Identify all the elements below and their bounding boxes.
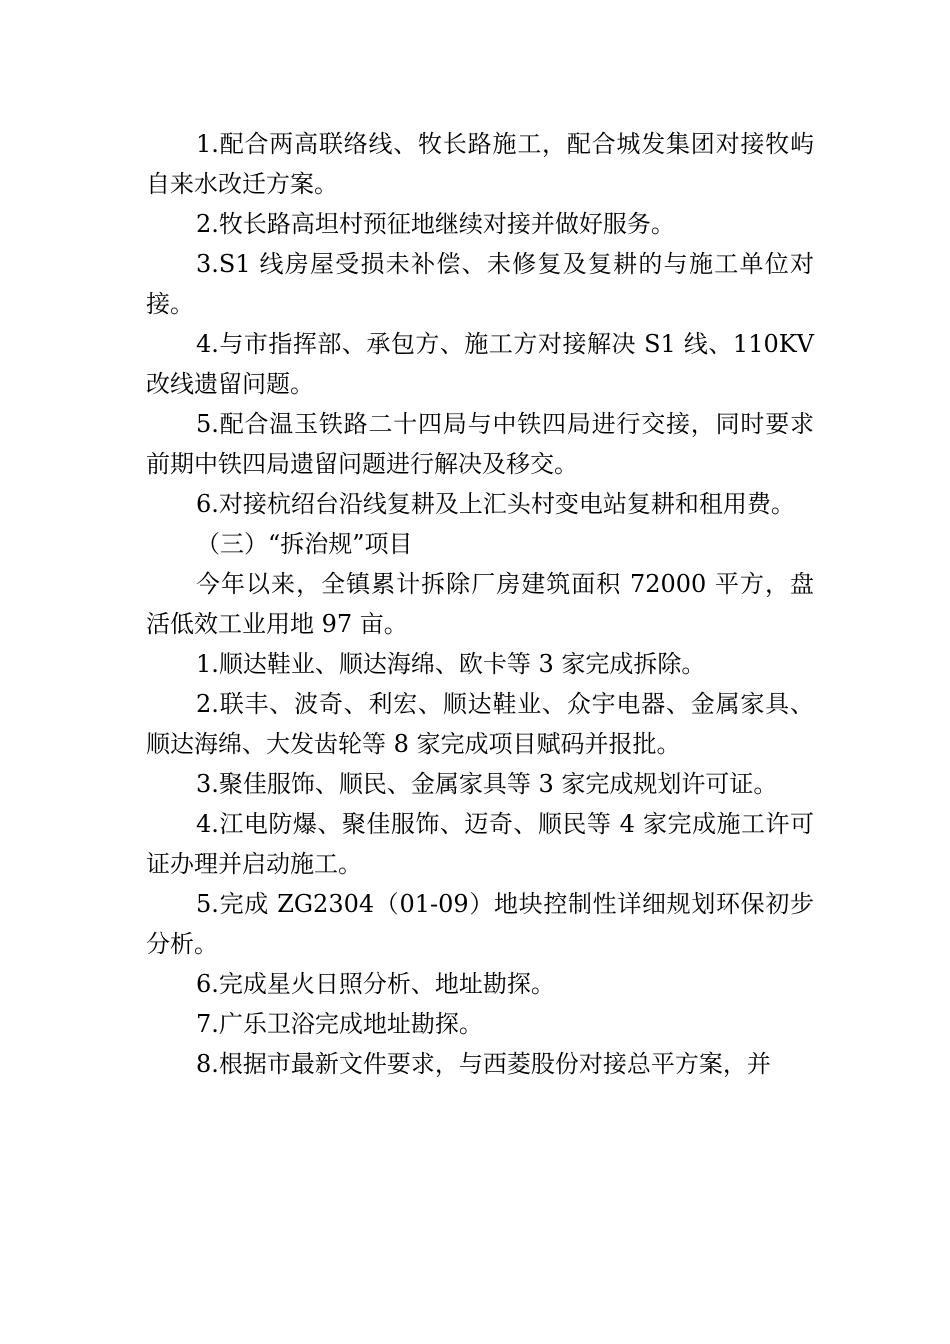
paragraph-12: 6.完成星火日照分析、地址勘探。 [196, 970, 555, 998]
document-body [146, 124, 814, 1084]
paragraph-1: 1.配合两高联络线、牧长路施工，配合城发集团对接牧屿自来水改迁方案。 [146, 130, 814, 198]
paragraph-7: 1.顺达鞋业、顺达海绵、欧卡等 3 家完成拆除。 [196, 650, 706, 678]
paragraph-10: 4.江电防爆、聚佳服饰、迈奇、顺民等 4 家完成施工许可证办理并启动施工。 [146, 810, 814, 878]
section-summary: 今年以来，全镇累计拆除厂房建筑面积 72000 平方，盘活低效工业用地 97 亩。 [146, 570, 814, 638]
paragraph-13: 7.广乐卫浴完成地址勘探。 [196, 1010, 483, 1038]
paragraph-4: 4.与市指挥部、承包方、施工方对接解决 S1 线、110KV改线遗留问题。 [146, 330, 814, 398]
paragraph-3: 3.S1 线房屋受损未补偿、未修复及复耕的与施工单位对接。 [146, 250, 814, 318]
paragraph-11: 5.完成 ZG2304（01-09）地块控制性详细规划环保初步分析。 [146, 890, 814, 958]
paragraph-14: 8.根据市最新文件要求，与西菱股份对接总平方案，并 [196, 1050, 771, 1078]
paragraph-2: 2.牧长路高坦村预征地继续对接并做好服务。 [196, 210, 675, 238]
paragraph-6: 6.对接杭绍台沿线复耕及上汇头村变电站复耕和租用费。 [196, 490, 795, 518]
paragraph-9: 3.聚佳服饰、顺民、金属家具等 3 家完成规划许可证。 [196, 770, 778, 798]
paragraph-8: 2.联丰、波奇、利宏、顺达鞋业、众宇电器、金属家具、顺达海绵、大发齿轮等 8 家完成项目赋码并报批。 [146, 690, 814, 758]
paragraph-5: 5.配合温玉铁路二十四局与中铁四局进行交接，同时要求前期中铁四局遗留问题进行解决及移交。 [146, 410, 814, 478]
section-heading: （三）“拆治规”项目 [196, 530, 413, 558]
